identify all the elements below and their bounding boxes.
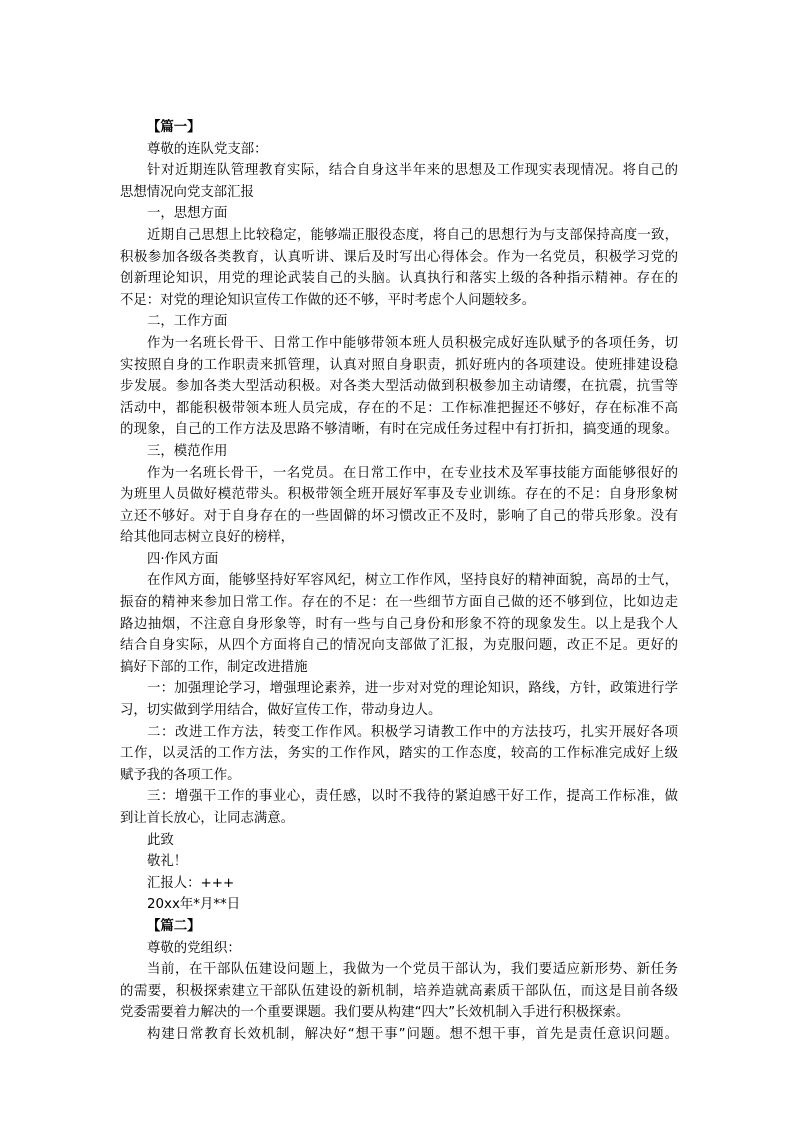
text-line: 立还不够好。对于自身存在的一些固僻的坏习惯改正不及时，影响了自己的带兵形象。没有 — [120, 508, 678, 524]
text-line: 近期自己思想上比较稳定，能够端正服役态度，将自己的思想行为与支部保持高度一致， — [147, 227, 678, 243]
text-line: 当前，在干部队伍建设问题上，我做为一个党员干部认为，我们要适应新形势、新任务 — [147, 962, 678, 978]
text-line: 党委需要着力解决的一个重要课题。我们要从构建“四大”长效机制入手进行积极探索。 — [120, 1005, 630, 1021]
text-line: 为班里人员做好模范带头。积极带领全班开展好军事及专业训练。存在的不足：自身形象树 — [120, 487, 678, 503]
text-line: 敬礼！ — [147, 854, 188, 870]
text-line: 二，工作方面 — [147, 314, 228, 330]
text-line: 汇报人：+++ — [147, 875, 235, 891]
text-line: 尊敬的连队党支部： — [147, 141, 268, 157]
text-line: 工作，以灵活的工作方法，务实的工作作风，踏实的工作态度，较高的工作标准完成好上级 — [120, 746, 678, 762]
text-line: 一，思想方面 — [147, 206, 228, 222]
text-line: 的需要，积极探索建立干部队伍建设的新机制，培养造就高素质干部队伍，而这是目前各级 — [120, 983, 678, 999]
text-line: 结合自身实际，从四个方面将自己的情况向支部做了汇报，为克服问题，改正不足。更好的 — [120, 638, 678, 654]
text-line: 作为一名班长骨干，一名党员。在日常工作中，在专业技术及军事技能方面能够很好的 — [147, 465, 678, 481]
section-heading: 【篇二】 — [147, 918, 201, 934]
text-line: 尊敬的党组织： — [147, 940, 241, 956]
text-line: 给其他同志树立良好的榜样， — [120, 530, 295, 546]
text-line: 不足：对党的理论知识宣传工作做的还不够，平时考虑个人问题较多。 — [120, 292, 536, 308]
text-line: 20xx年*月**日 — [147, 897, 241, 913]
text-line: 的现象，自己的工作方法及思路不够清晰，有时在完成任务过程中有打折扣，搞变通的现象。 — [120, 422, 678, 438]
text-line: 创新理论知识，用党的理论武装自己的头脑。认真执行和落实上级的各种指示精神。存在的 — [120, 271, 678, 287]
text-line: 习，切实做到学用结合，做好宣传工作，带动身边人。 — [120, 703, 442, 719]
text-line: 步发展。参加各类大型活动积极。对各类大型活动做到积极参加主动请缨，在抗震，抗雪等 — [120, 379, 678, 395]
text-line: 思想情况向党支部汇报 — [120, 184, 254, 200]
text-line: 针对近期连队管理教育实际，结合自身这半年来的思想及工作现实表现情况。将自己的 — [147, 163, 678, 179]
text-line: 四·作风方面 — [147, 551, 219, 567]
text-line: 构建日常教育长效机制，解决好“想干事”问题。想不想干事，首先是责任意识问题。 — [147, 1026, 678, 1042]
text-line: 在作风方面，能够坚持好军容风纪，树立工作作风，坚持良好的精神面貌，高昂的士气， — [147, 573, 678, 589]
text-line: 三：增强干工作的事业心，责任感，以时不我待的紧迫感干好工作，提高工作标准，做 — [147, 789, 678, 805]
text-line: 到让首长放心，让同志满意。 — [120, 811, 295, 826]
text-line: 路边抽烟，不注意自身形象等，时有一些与自己身份和形象不符的现象发生。以上是我个人 — [120, 616, 678, 632]
text-line: 此致 — [147, 832, 174, 848]
text-line: 振奋的精神来参加日常工作。存在的不足：在一些细节方面自己做的还不够到位，比如边走 — [120, 595, 678, 611]
document-page — [120, 117, 678, 1046]
text-line: 一：加强理论学习，增强理论素养，进一步对对党的理论知识，路线，方针，政策进行学 — [147, 681, 678, 697]
text-line: 活动中，都能积极带领本班人员完成，存在的不足：工作标准把握还不够好，存在标准不高 — [120, 400, 678, 416]
text-line: 积极参加各级各类教育，认真听讲、课后及时写出心得体会。作为一名党员，积极学习党的 — [120, 249, 678, 265]
section-heading: 【篇一】 — [147, 120, 201, 135]
text-line: 二：改进工作方法，转变工作作风。积极学习请教工作中的方法技巧，扎实开展好各项 — [147, 724, 678, 740]
text-line: 实按照自身的工作职责来抓管理，认真对照自身职责，抓好班内的各项建设。使班排建设稳 — [120, 357, 678, 373]
text-line: 三，模范作用 — [147, 443, 228, 459]
text-line: 赋予我的各项工作。 — [120, 767, 241, 783]
text-line: 搞好下部的工作，制定改进措施 — [120, 659, 308, 675]
text-line: 作为一名班长骨干、日常工作中能够带领本班人员积极完成好连队赋予的各项任务，切 — [147, 335, 678, 351]
